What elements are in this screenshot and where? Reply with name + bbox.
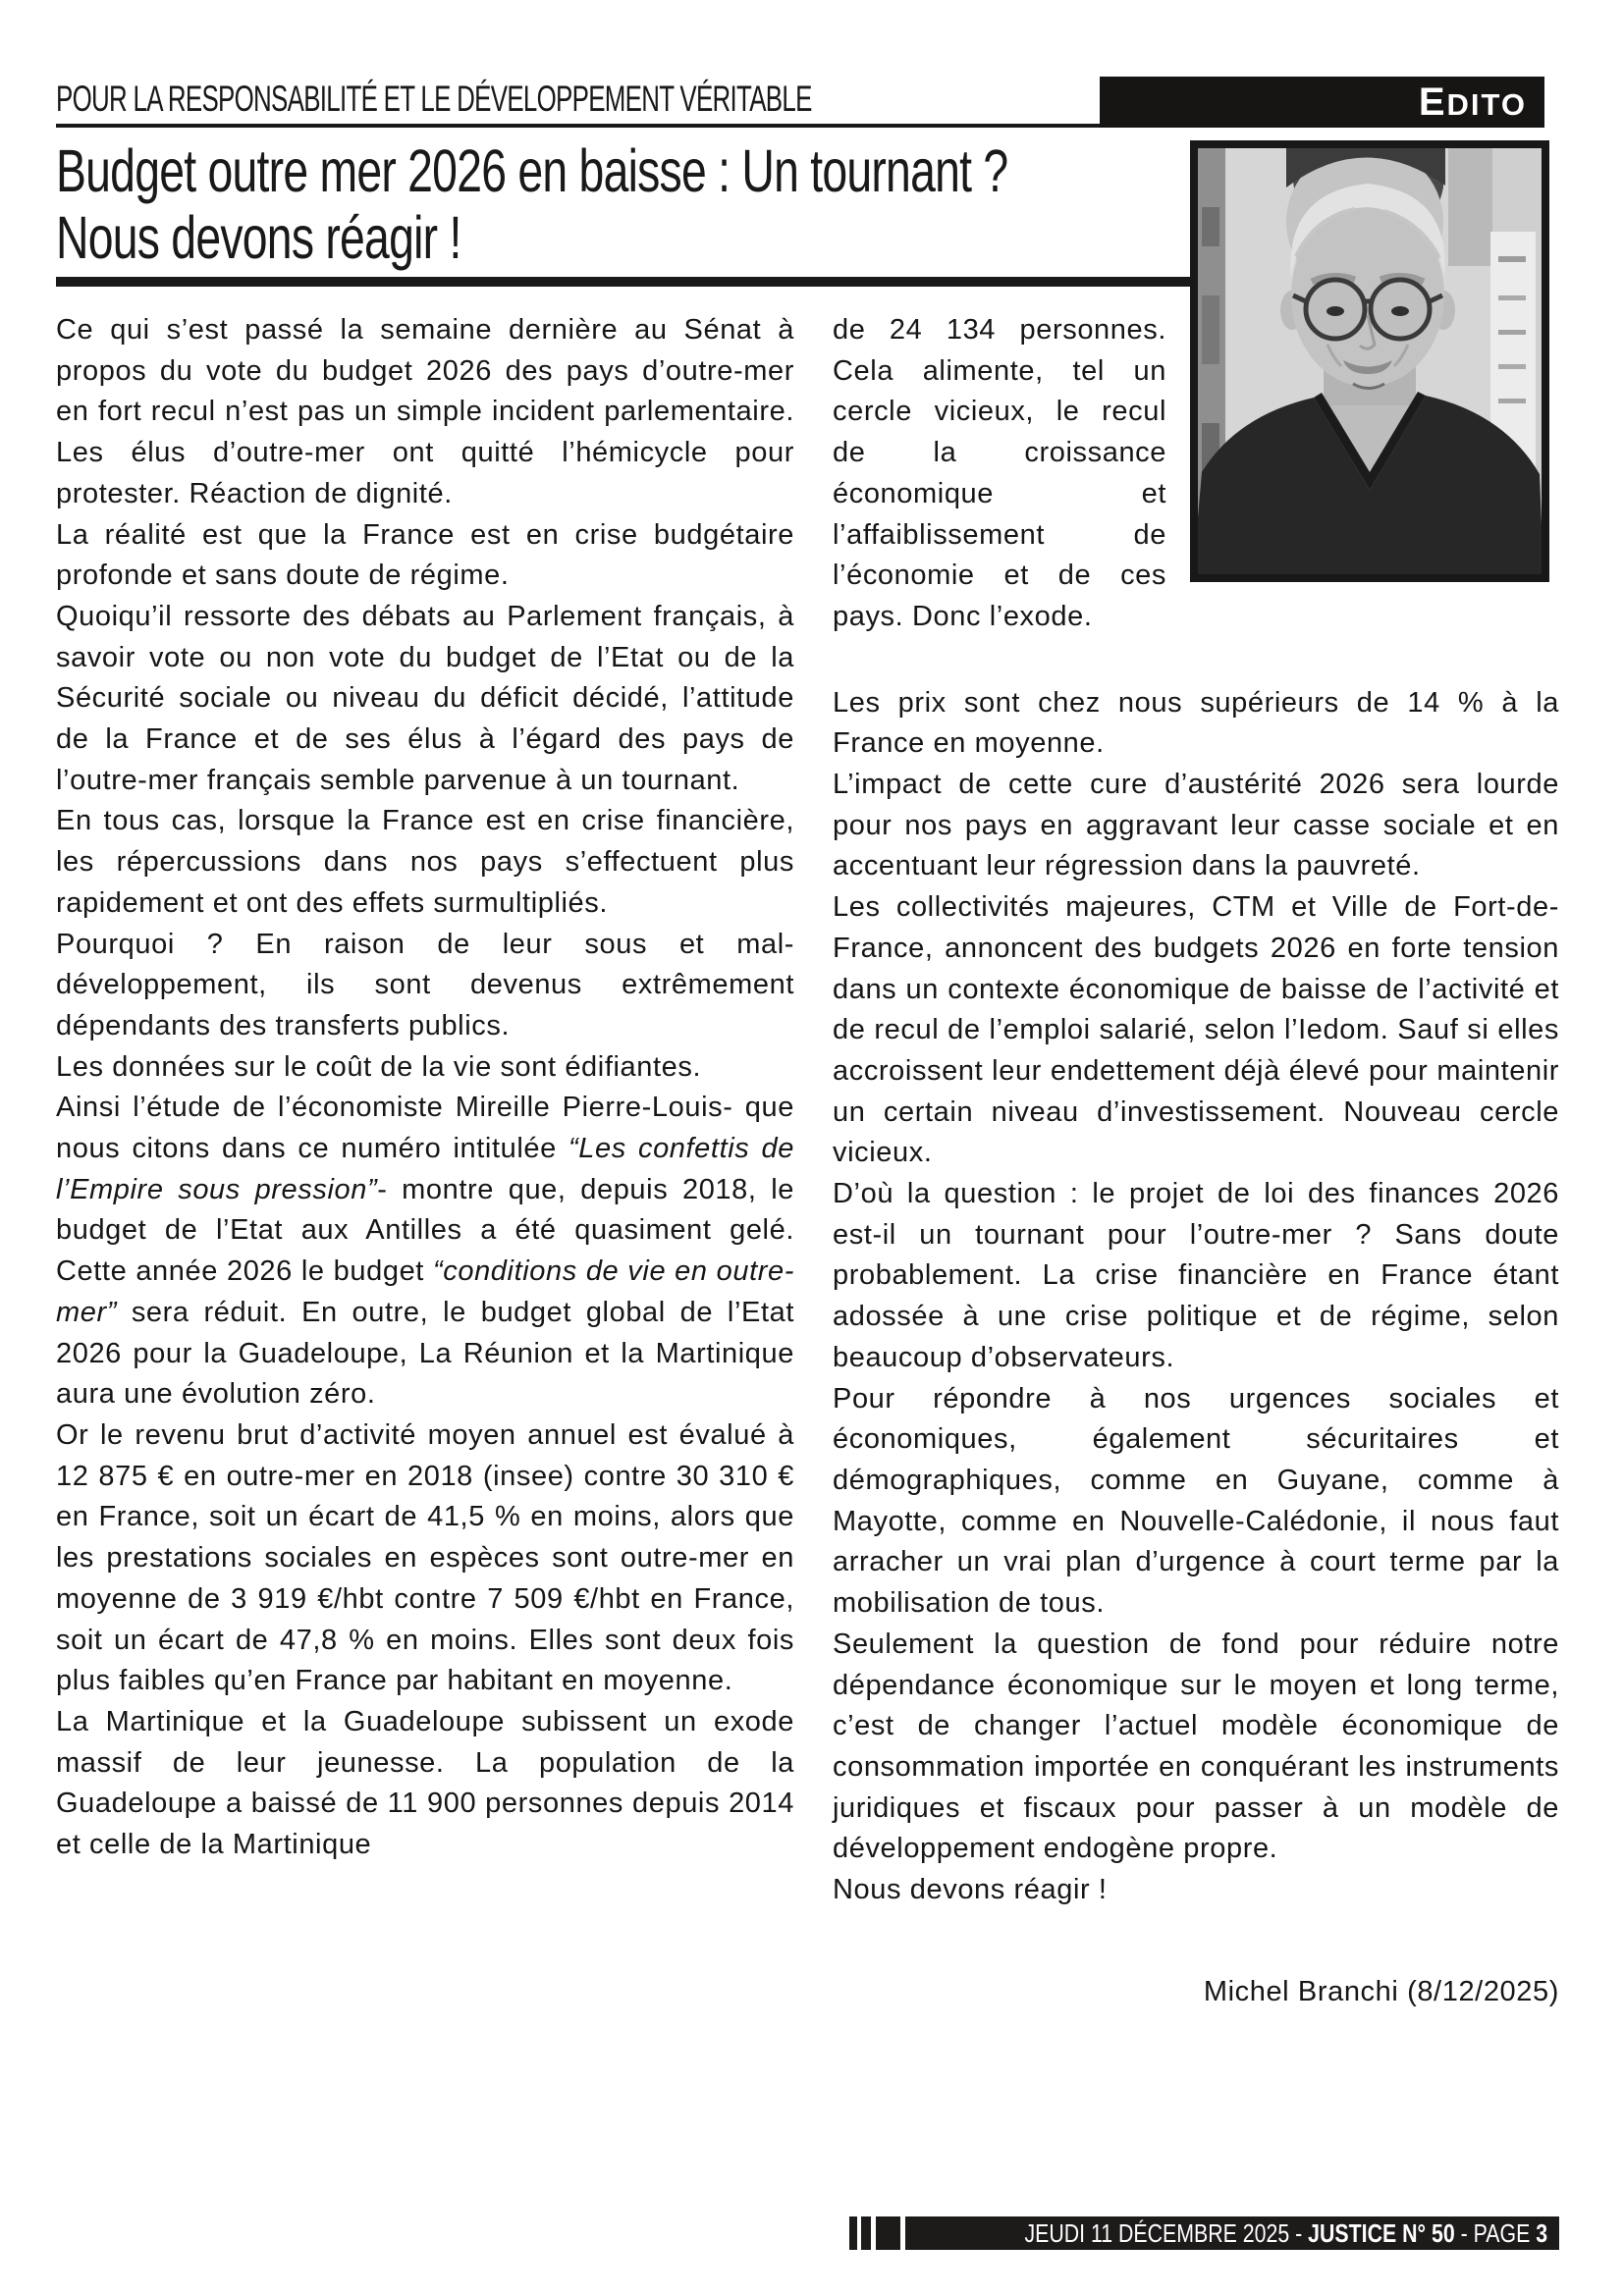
footer-date: JEUDI 11 DÉCEMBRE 2025 -: [1024, 2218, 1309, 2248]
article-column-right: [833, 310, 1559, 2012]
article-title: [56, 137, 1309, 271]
article-title-line2: Nous devons réagir !: [56, 204, 461, 271]
text-run: - montre que, depuis 2018, le budget de l’Etat aux Antilles a été quasiment gelé. Cette année 2026 le budget: [56, 1173, 794, 1288]
paragraph: Les collectivités majeures, CTM et Ville de Fort-de-France, annoncent des budgets 2026 en forte tension dans un contexte économique de baisse de l’activité et de recul de l’emploi salarié, selon l’Iedom. Sauf si elles accroissent leur endettement déjà élevé pour maintenir un certain niveau d’investissement. Nouveau cercle vicieux.: [833, 891, 1559, 1169]
footer-page-number: 3: [1536, 2218, 1548, 2248]
article-title-line1: Budget outre mer 2026 en baisse : Un tournant ?: [56, 137, 1008, 204]
footer-text: [1025, 2216, 1559, 2250]
paragraph: Pour répondre à nos urgences sociales et économiques, également sécuritaires et démographiques, comme en Guyane, comme à Mayotte, comme en Nouvelle-Calédonie, il nous faut arracher un vrai plan d’urgence à court terme par la mobilisation de tous.: [833, 1382, 1559, 1620]
footer-page-label: - PAGE: [1455, 2218, 1537, 2248]
signature: Michel Branchi (8/12/2025): [1203, 1975, 1559, 2007]
page-slogan-text: POUR LA RESPONSABILITÉ ET LE DÉVELOPPEMENT VÉRITABLE: [56, 79, 812, 119]
paragraph: D’où la question : le projet de loi des finances 2026 est-il un tournant pour l’outre-mer ? Sans doute probablement. La crise financière en France étant adossée à une crise politique et de régime, selon beaucoup d’observateurs.: [833, 1178, 1559, 1373]
paragraph: Ce qui s’est passé la semaine dernière au Sénat à propos du vote du budget 2026 des pays d’outre-mer en fort recul n’est pas un simple incident parlementaire. Les élus d’outre-mer ont quitté l’hémicycle pour protester. Réaction de dignité.: [56, 314, 794, 509]
paragraph: Or le revenu brut d’activité moyen annuel est évalué à 12 875 € en outre-mer en 2018 (insee) contre 30 310 € en France, soit un écart de 41,5 % en moins, alors que les prestations sociales en espèces sont outre-mer en moyenne de 3 919 €/hbt contre 7 509 €/hbt en France, soit un écart de 47,8 % en moins. Elles sont deux fois plus faibles qu’en France par habitant en moyenne.: [56, 1418, 794, 1697]
paragraph: Quoiqu’il ressorte des débats au Parlement français, à savoir vote ou non vote du budget de l’Etat ou de la Sécurité sociale ou niveau du déficit décidé, l’attitude de la France et de ses élus à l’égard des pays de l’outre-mer français semble parvenue à un tournant.: [56, 600, 794, 796]
text-run: sera réduit. En outre, le budget global de l’Etat 2026 pour la Guadeloupe, La Réunion et la Martinique aura une évolution zéro.: [56, 1296, 794, 1411]
italic-quote: “Les confettis de l’Empire sous pression”: [56, 1133, 794, 1205]
footer-tick-1: [849, 2216, 857, 2250]
paragraph: Les prix sont chez nous supérieurs de 14 % à la France en moyenne.: [833, 686, 1559, 760]
paragraph: La réalité est que la France est en crise budgétaire profonde et sans doute de régime.: [56, 518, 794, 592]
photo-spacer: [1166, 310, 1559, 638]
paragraph: Les données sur le coût de la vie sont édifiantes.: [56, 1050, 702, 1083]
page-slogan: [56, 79, 1136, 120]
edito-label: EDITO: [1418, 80, 1527, 124]
italic-quote: “conditions de vie en outre-mer”: [56, 1255, 794, 1328]
text-run: Ainsi l’étude de l’économiste Mireille Pierre-Louis- que nous citons dans ce numéro intitulée: [56, 1092, 794, 1165]
paragraph: Pourquoi ? En raison de leur sous et mal-développement, ils sont devenus extrêmement dépendants des transferts publics.: [56, 928, 794, 1041]
paragraph: L’impact de cette cure d’austérité 2026 sera lourde pour nos pays en aggravant leur casse sociale et en accentuant leur régression dans la pauvreté.: [833, 769, 1559, 882]
title-rule: [56, 277, 1190, 287]
paragraph: de 24 134 personnes. Cela alimente, tel un cercle vicieux, le recul de la croissance économique et l’affaiblissement de l’économie et de ces pays. Donc l’exode.: [833, 314, 1166, 632]
edito-banner: [1100, 77, 1544, 128]
footer-issue: JUSTICE N° 50: [1308, 2218, 1456, 2248]
header-rule: [56, 124, 1100, 128]
paragraph: [56, 1088, 794, 1415]
footer-tick-3: [876, 2216, 900, 2250]
paragraph: Nous devons réagir !: [833, 1874, 1108, 1906]
paragraph: Seulement la question de fond pour réduire notre dépendance économique sur le moyen et long terme, c’est de changer l’actuel modèle économique de consommation importée en conquérant les instruments juridiques et fiscaux pour passer à un modèle de développement endogène propre.: [833, 1628, 1559, 1865]
article-column-left: [56, 310, 794, 1866]
paragraph: La Martinique et la Guadeloupe subissent un exode massif de leur jeunesse. La population de la Guadeloupe a baissé de 11 900 personnes depuis 2014 et celle de la Martinique: [56, 1705, 794, 1861]
footer-bar: [905, 2216, 1559, 2250]
paragraph: En tous cas, lorsque la France est en crise financière, les répercussions dans nos pays s’effectuent plus rapidement et ont des effets surmultipliés.: [56, 805, 794, 919]
footer-tick-2: [861, 2216, 871, 2250]
